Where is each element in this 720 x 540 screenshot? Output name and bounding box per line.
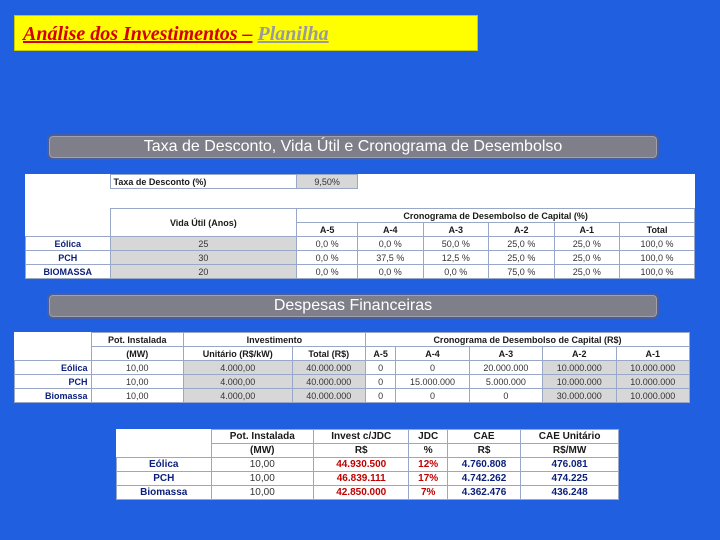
col-a4: A-4: [358, 223, 424, 237]
table-taxa-cronograma: [25, 174, 695, 279]
table-row: PCH 10,00 46.839.111 17% 4.742.262 474.225: [117, 472, 619, 486]
table-row: Biomassa 10,00 4.000,00 40.000.000 0 0 0 30.000.000 10.000.000: [15, 389, 690, 403]
col-a2: A-2: [489, 223, 555, 237]
table-row: Biomassa 10,00 42.850.000 7% 4.362.476 436.248: [117, 486, 619, 500]
unitario-header: Unitário (R$/kW): [183, 347, 292, 361]
col-a3: A-3: [423, 223, 489, 237]
col-total: Total: [620, 223, 695, 237]
total-header: Total (R$): [292, 347, 365, 361]
pot-header: Pot. Instalada: [91, 333, 183, 347]
pot-unit: (MW): [91, 347, 183, 361]
title-sub: Planilha: [257, 23, 329, 45]
vida-util-header: Vida Útil (Anos): [110, 209, 297, 237]
cronograma-header: Cronograma de Desembolso de Capital (%): [297, 209, 695, 223]
cronograma-capital-header: Cronograma de Desembolso de Capital (R$): [365, 333, 689, 347]
banner-taxa-desconto: Taxa de Desconto, Vida Útil e Cronograma de Desembolso: [47, 134, 659, 160]
table-row: Eólica 10,00 44.930.500 12% 4.760.808 476.081: [117, 458, 619, 472]
col-a1: A-1: [554, 223, 620, 237]
taxa-value: 9,50%: [297, 175, 358, 189]
table-row: Eólica 25 0,0 % 0,0 % 50,0 % 25,0 % 25,0 % 100,0 %: [26, 237, 695, 251]
title-main: Análise dos Investimentos –: [23, 23, 253, 45]
slide-title: [14, 15, 478, 51]
col-a5: A-5: [297, 223, 358, 237]
taxa-label: Taxa de Desconto (%): [110, 175, 297, 189]
table-cae: Pot. Instalada Invest c/JDC JDC CAE CAE Unitário (MW) R$ % R$ R$/MW Eólica 10,00 44.930.500 12% 4.760.808 476.081 PCH 10,00 46.839.111 17% 4.742.262 474.225 Biomassa 10,00 42.850.000 7% 4.362.476 436.248: [116, 429, 619, 500]
table-row: BIOMASSA 20 0,0 % 0,0 % 0,0 % 75,0 % 25,0 % 100,0 %: [26, 265, 695, 279]
table-row: Eólica 10,00 4.000,00 40.000.000 0 0 20.000.000 10.000.000 10.000.000: [15, 361, 690, 375]
table-row: PCH 30 0,0 % 37,5 % 12,5 % 25,0 % 25,0 % 100,0 %: [26, 251, 695, 265]
table-despesas: Pot. Instalada Investimento Cronograma de Desembolso de Capital (R$) (MW) Unitário (R$/kW) Total (R$) A-5 A-4 A-3 A-2 A-1 Eólica 10,00 4.000,00 40.000.000 0 0 20.000.000 10.000.000 10.000.000 PCH 10,00 4.000,00 40.000.000 0 15.000.000 5.000.000 10.000.000 10.000.000 Biomassa 10,00 4.000,00 40.000.000 0 0 0 30.000.000 10.000.000: [14, 332, 690, 403]
table-row: PCH 10,00 4.000,00 40.000.000 0 15.000.000 5.000.000 10.000.000 10.000.000: [15, 375, 690, 389]
banner-despesas-financeiras: Despesas Financeiras: [47, 293, 659, 319]
investimento-header: Investimento: [183, 333, 365, 347]
